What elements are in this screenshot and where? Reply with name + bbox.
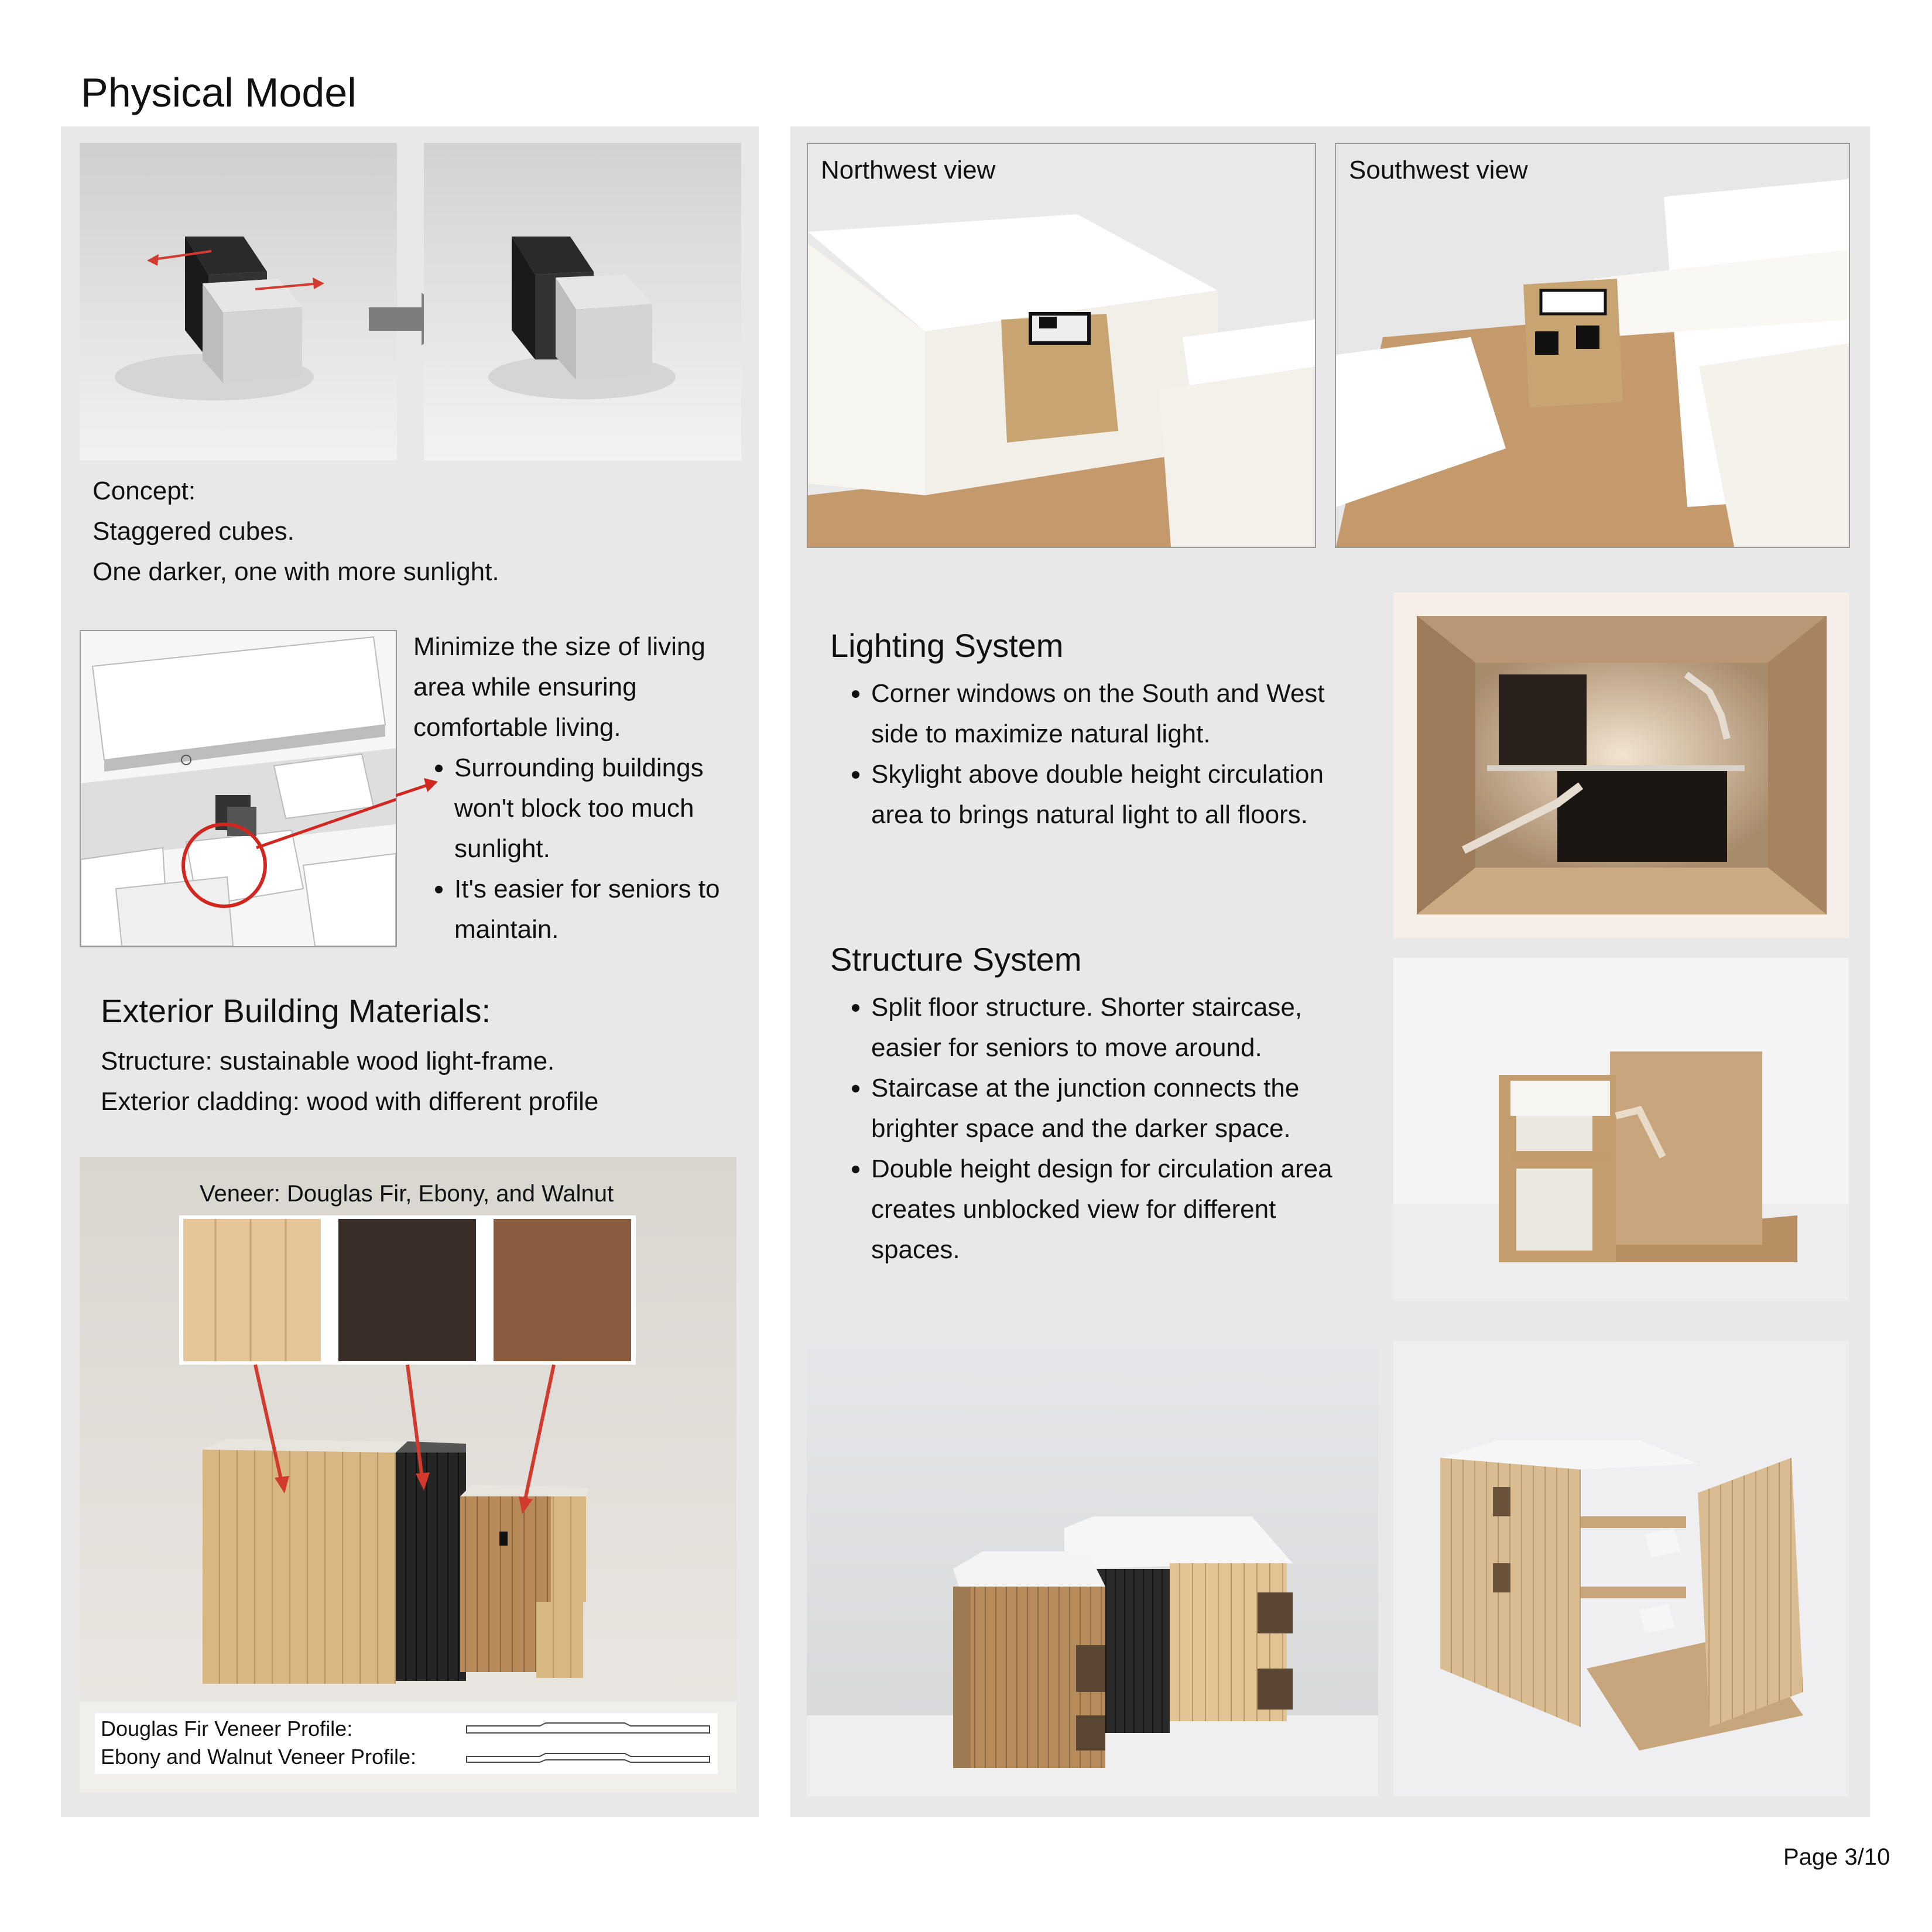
profile-label-fir: Douglas Fir Veneer Profile: [101, 1717, 353, 1741]
concept-heading: Concept: [93, 477, 196, 505]
concept-line-2: One darker, one with more sunlight. [93, 557, 499, 586]
site-note-intro: Minimize the size of living area while ensuring comfortable living. [413, 632, 705, 742]
northwest-view-photo [807, 143, 1316, 548]
southwest-view-label: Southwest view [1349, 156, 1528, 184]
structure-photo [1393, 958, 1849, 1301]
lighting-photo [1393, 592, 1849, 938]
materials-line-2: Exterior cladding: wood with different profile [101, 1087, 599, 1116]
structure-bullet-1: • Split floor structure. Shorter staircase, easier for seniors to move around. [871, 987, 1357, 1068]
site-plan-image [80, 630, 397, 947]
materials-photo [80, 1157, 737, 1793]
structure-bullet-2: • Staircase at the junction connects the brighter space and the darker space. [871, 1068, 1357, 1149]
concept-photo-after [424, 143, 741, 460]
lighting-heading: Lighting System [830, 627, 1064, 664]
concept-line-1: Staggered cubes. [93, 517, 294, 546]
materials-text [101, 1041, 598, 1122]
southwest-view-photo [1335, 143, 1850, 548]
model-front-photo [807, 1341, 1378, 1796]
structure-text [830, 987, 1357, 1270]
northwest-view-label: Northwest view [821, 156, 996, 184]
model-section-photo [1393, 1341, 1849, 1796]
materials-heading: Exterior Building Materials: [101, 992, 491, 1029]
site-note [413, 626, 753, 950]
profile-drawings [464, 1721, 715, 1768]
lighting-bullet-2: • Skylight above double height circulation area to brings natural light to all floors. [871, 754, 1345, 835]
materials-line-1: Structure: sustainable wood light-frame. [101, 1047, 555, 1075]
structure-bullet-3: • Double height design for circulation area creates unblocked view for different spaces. [871, 1149, 1357, 1270]
page-title: Physical Model [81, 70, 357, 115]
veneer-caption: Veneer: Douglas Fir, Ebony, and Walnut [200, 1181, 614, 1207]
site-note-bullet-1: • Surrounding buildings won't block too much sunlight. [454, 748, 753, 869]
site-note-bullet-2: • It's easier for seniors to maintain. [454, 869, 753, 950]
structure-heading: Structure System [830, 941, 1082, 978]
lighting-bullet-1: • Corner windows on the South and West side to maximize natural light. [871, 673, 1345, 754]
structure-bullets [830, 987, 1357, 1270]
site-note-bullets [413, 748, 753, 950]
lighting-text [830, 673, 1345, 835]
lighting-bullets [830, 673, 1345, 835]
concept-text [93, 471, 499, 592]
page-number: Page 3/10 [1783, 1844, 1890, 1870]
profile-label-ebony-walnut: Ebony and Walnut Veneer Profile: [101, 1745, 416, 1769]
profile-legend [95, 1713, 718, 1774]
concept-photo-before [80, 143, 397, 460]
